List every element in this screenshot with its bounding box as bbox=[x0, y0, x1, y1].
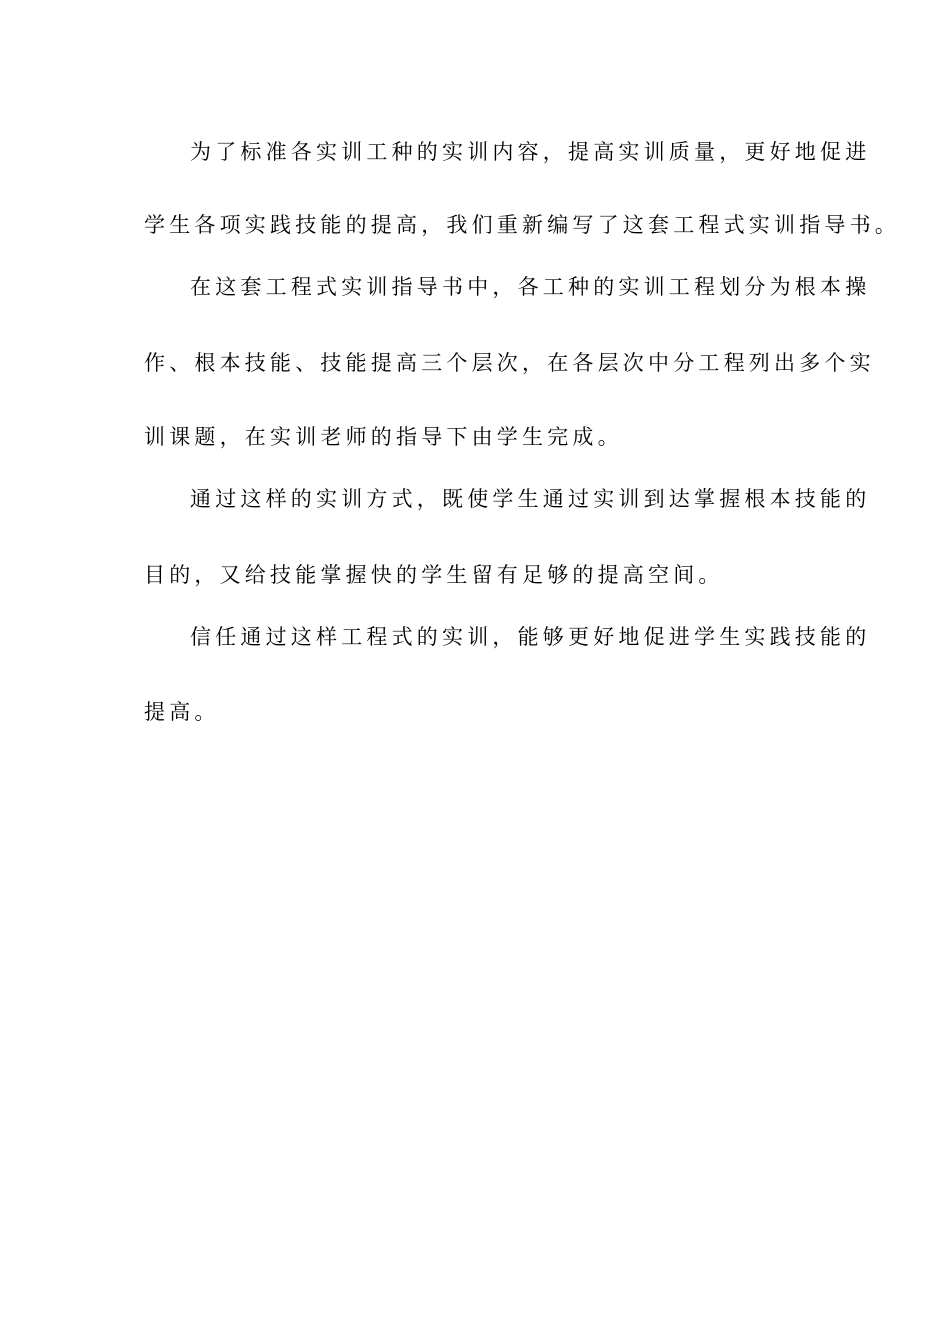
paragraph-2-line-1: 在这套工程式实训指导书中，各工种的实训工程划分为根本操 bbox=[190, 275, 871, 299]
paragraph-2-line-2: 作、根本技能、技能提高三个层次，在各层次中分工程列出多个实 bbox=[144, 351, 875, 375]
paragraph-2-line-3: 训课题，在实训老师的指导下由学生完成。 bbox=[144, 425, 623, 449]
paragraph-3-line-1: 通过这样的实训方式，既使学生通过实训到达掌握根本技能的 bbox=[190, 487, 871, 511]
paragraph-4-line-1: 信任通过这样工程式的实训，能够更好地促进学生实践技能的 bbox=[190, 625, 871, 649]
paragraph-1-line-2: 学生各项实践技能的提高，我们重新编写了这套工程式实训指导书。 bbox=[144, 213, 900, 237]
paragraph-4-line-2: 提高。 bbox=[144, 700, 220, 724]
paragraph-1-line-1: 为了标准各实训工种的实训内容，提高实训质量，更好地促进 bbox=[190, 140, 871, 164]
paragraph-3-line-2: 目的，又给技能掌握快的学生留有足够的提高空间。 bbox=[144, 563, 724, 587]
